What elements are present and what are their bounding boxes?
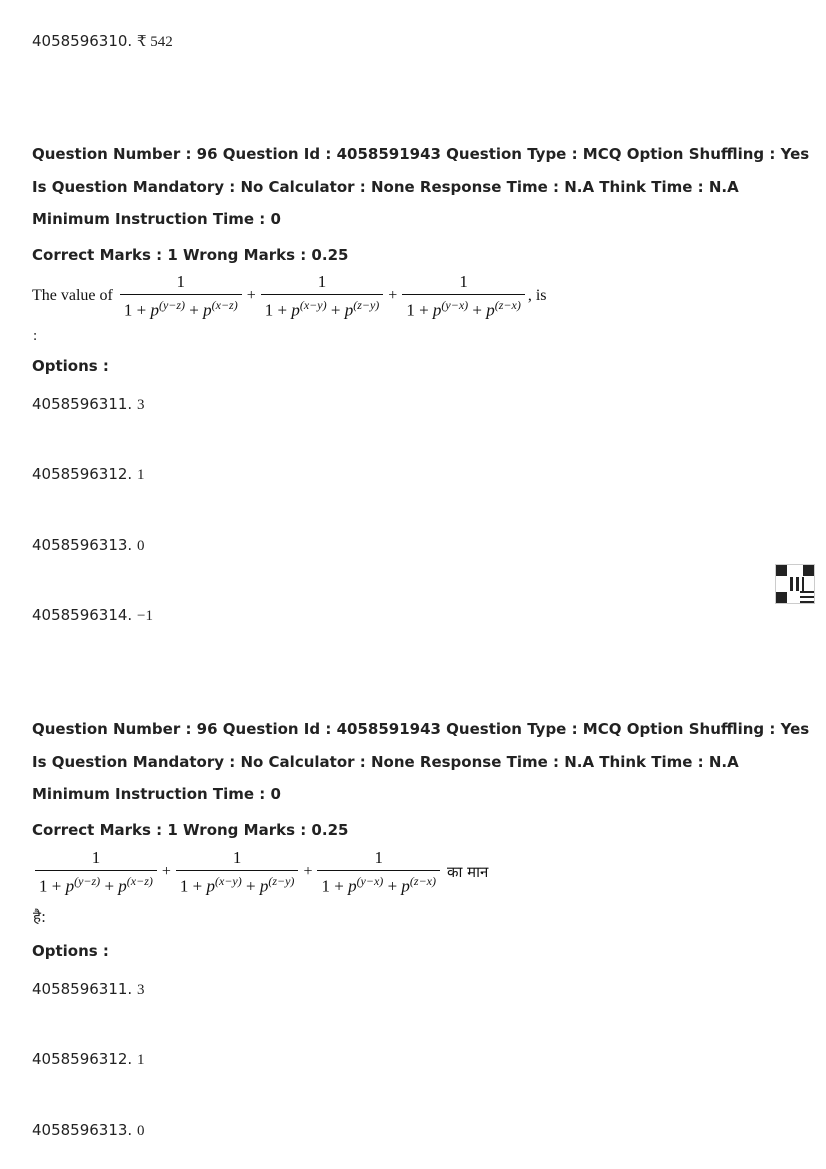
option-4058596312: 4058596312. 1 xyxy=(32,1050,145,1068)
fraction-2: $\frac{1}{1 + p^{(x-y)} + p^{(z-y)}}$ xyxy=(176,848,299,897)
option-4058596310 xyxy=(32,32,173,51)
question-text: $\frac{1}{1 + p^{(y-z)} + p^{(x-z)}}$ + $\frac{1}{1 + p^{(x-y)} + p^{(z-y)}}$ + $\frac{1}{1 + p^{(y-x)} + p^{(z-x)}}$ का मान xyxy=(32,848,488,897)
question-text: The value of $\frac{1}{1 + p^{(y-z)} + p^{(x-z)}}$ + $\frac{1}{1 + p^{(x-y)} + p^{(z-y)}}$ + $\frac{1}{1 + p^{(y-x)} + p^{(z-x)}}$ , is xyxy=(32,272,547,320)
option-value: ₹ 542 xyxy=(136,34,173,50)
question-header: Question Number : 96 Question Id : 4058591943 Question Type : MCQ Option Shuffling : Yes Is Question Mandatory : No Calculator : None Response Time : N.A Think Time : N.A Minimum Instruction Time : 0 xyxy=(32,720,810,803)
marks-line: Correct Marks : 1 Wrong Marks : 0.25 xyxy=(32,246,349,264)
option-id: 4058596310. xyxy=(32,32,133,50)
question-prefix: The value of xyxy=(32,287,113,305)
option-4058596313: 4058596313. 0 xyxy=(32,536,145,554)
fraction-2: $\frac{1}{1 + p^{(x-y)} + p^{(z-y)}}$ xyxy=(261,272,384,321)
question-suffix: , is xyxy=(527,287,547,305)
fraction-1: $\frac{1}{1 + p^{(y-z)} + p^{(x-z)}}$ xyxy=(35,848,157,897)
qr-code-icon xyxy=(776,565,814,603)
fraction-3: $\frac{1}{1 + p^{(y-x)} + p^{(z-x)}}$ xyxy=(317,848,440,897)
question-suffix: का मान xyxy=(447,863,489,882)
marks-line: Correct Marks : 1 Wrong Marks : 0.25 xyxy=(32,821,349,839)
question-trailing: : xyxy=(33,328,38,344)
option-4058596313: 4058596313. 0 xyxy=(32,1121,145,1139)
option-4058596312: 4058596312. 1 xyxy=(32,465,145,483)
options-label: Options : xyxy=(32,942,109,960)
fraction-3: $\frac{1}{1 + p^{(y-x)} + p^{(z-x)}}$ xyxy=(402,272,525,321)
option-4058596311: 4058596311. 3 xyxy=(32,980,145,998)
options-label: Options : xyxy=(32,357,109,375)
option-4058596314: 4058596314. −1 xyxy=(32,606,153,624)
option-4058596311: 4058596311. 3 xyxy=(32,395,145,413)
fraction-1: $\frac{1}{1 + p^{(y-z)} + p^{(x-z)}}$ xyxy=(120,272,242,321)
question-trailing: है: xyxy=(33,908,47,926)
question-header: Question Number : 96 Question Id : 4058591943 Question Type : MCQ Option Shuffling : Yes Is Question Mandatory : No Calculator : None Response Time : N.A Think Time : N.A Minimum Instruction Time : 0 xyxy=(32,145,810,228)
